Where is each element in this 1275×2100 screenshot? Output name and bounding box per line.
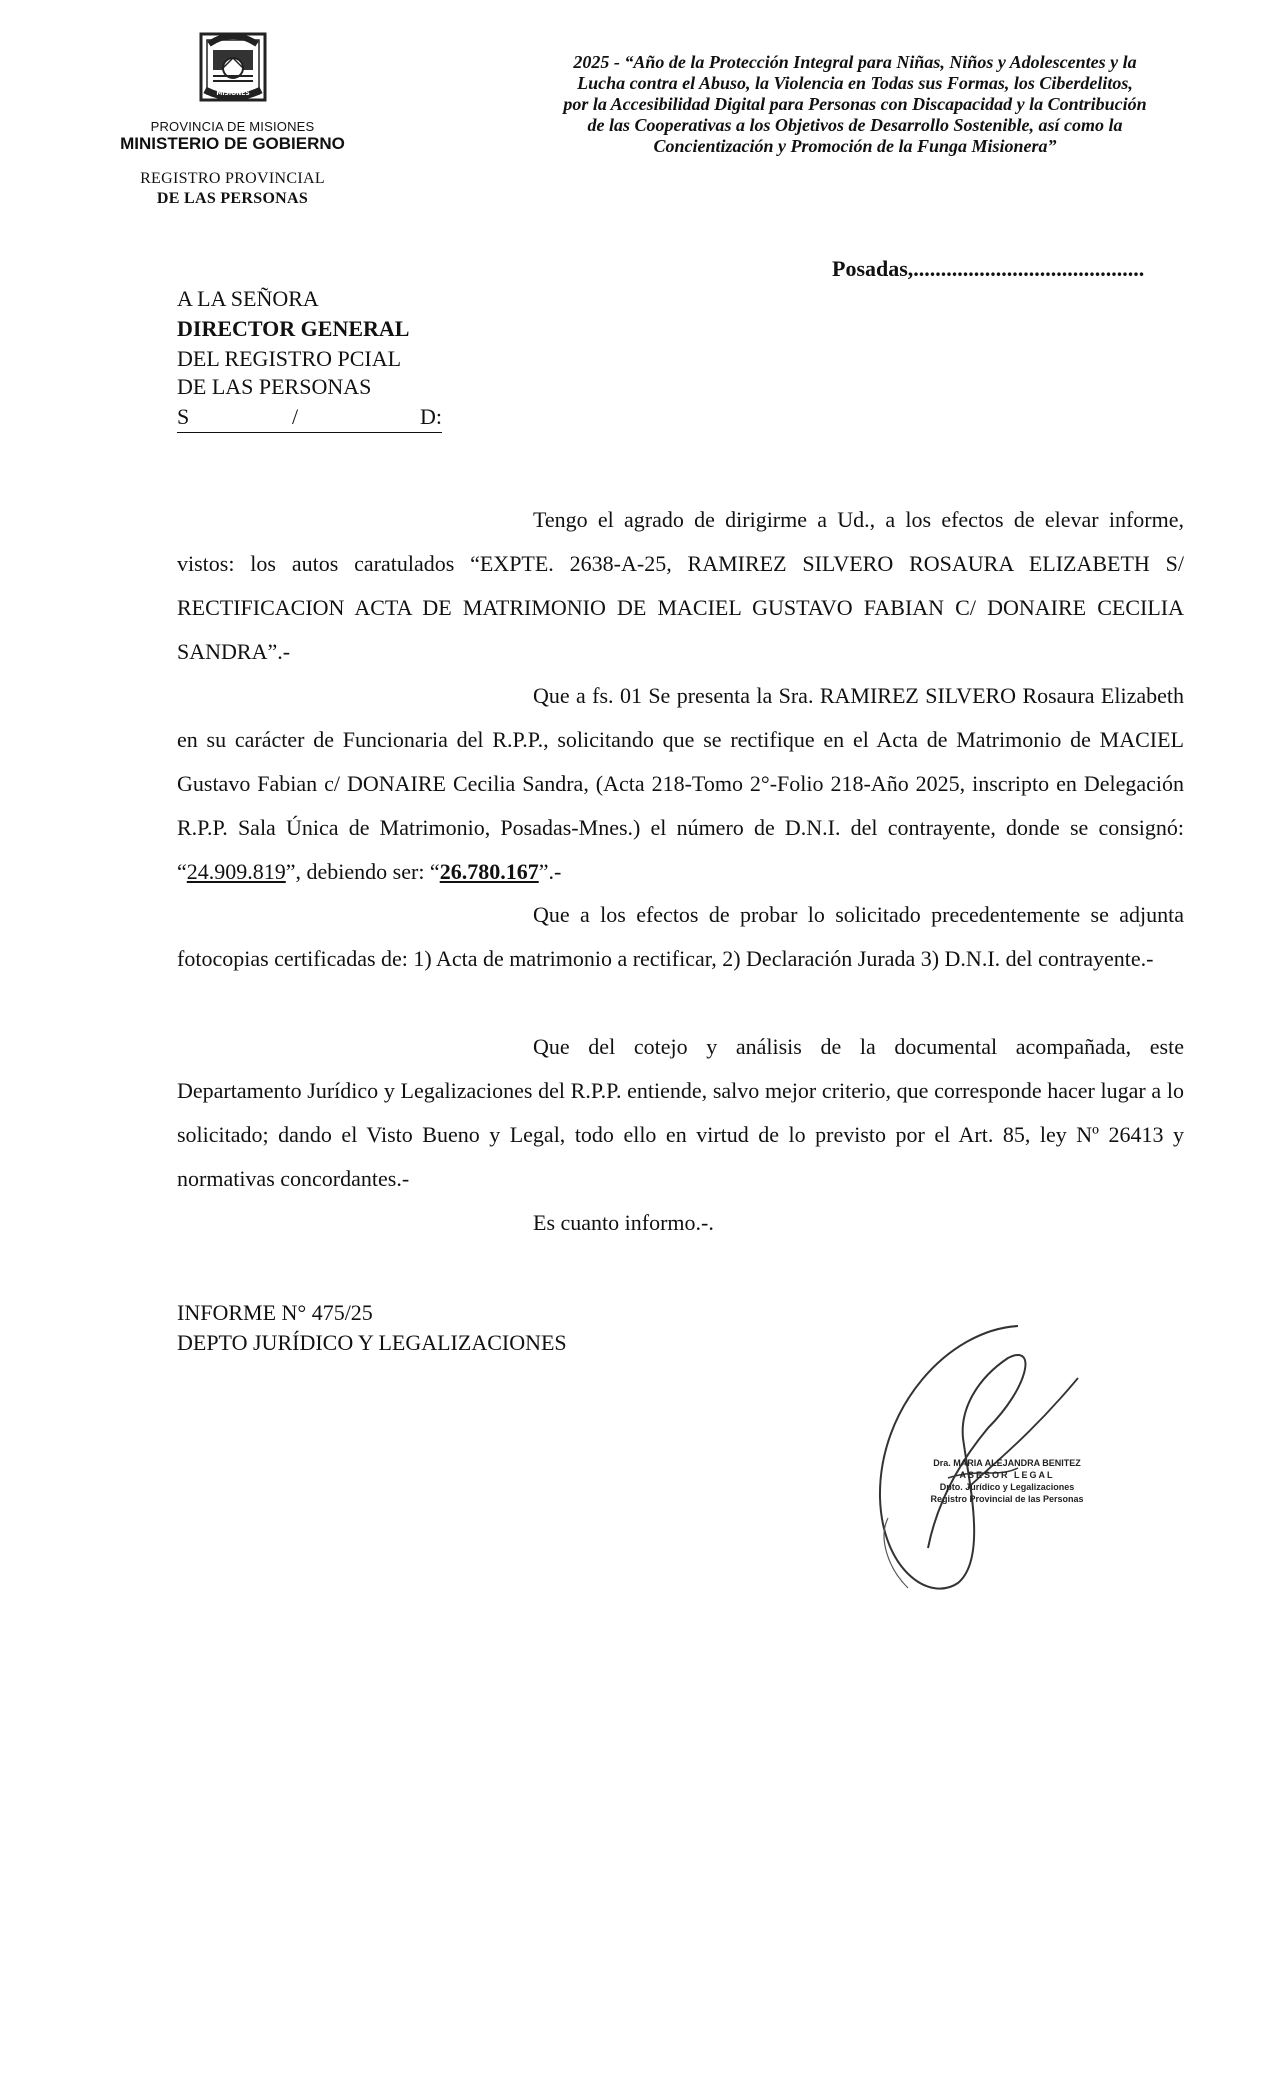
sd-slash: / — [292, 404, 299, 429]
motto-line: de las Cooperativas a los Objetivos de Desarrollo Sostenible, así como la — [587, 115, 1123, 135]
stamp-department: Dpto. Jurídico y Legalizaciones — [939, 1482, 1075, 1492]
body-paragraph-4: Que del cotejo y análisis de la documental acompañada, este Departamento Jurídico y Legalizaciones del R.P.P. entiende, salvo mejor criterio, que corresponde hacer lugar a lo solicitado; dando el Visto Bueno y Legal, todo ello en virtud de lo previsto por el Art. 85, ley Nº 26413 y normativas concordantes.- — [177, 1034, 1184, 1191]
paragraph-2-text: ”, debiendo ser: “ — [285, 859, 440, 884]
svg-text:MISIONES: MISIONES — [216, 90, 250, 97]
province-crest-seal — [183, 24, 283, 114]
department-name: DEPTO JURÍDICO Y LEGALIZACIONES — [177, 1330, 567, 1355]
motto-line: Concientización y Promoción de la Funga Misionera” — [653, 136, 1057, 156]
body-paragraph-3: Que a los efectos de probar lo solicitado precedentemente se adjunta fotocopias certificadas de: 1) Acta de matrimonio a rectificar, 2) Declaración Jurada 3) D.N.I. del contrayente.- — [177, 902, 1184, 971]
sd-line — [177, 404, 442, 433]
paragraph-2-text: ”.- — [538, 859, 562, 884]
sd-d: D: — [420, 404, 442, 429]
stamp-name: Dra. MARIA ALEJANDRA BENITEZ — [933, 1458, 1081, 1468]
stamp-title: ASESOR LEGAL — [959, 1470, 1055, 1480]
report-number: INFORME N° 475/25 — [177, 1300, 373, 1325]
paragraph-2-text: Que a fs. 01 Se presenta la Sra. RAMIREZ SILVERO Rosaura Elizabeth en su carácter de Funcionaria del R.P.P., solicitando que se rectifique en el Acta de Matrimonio de MACIEL Gustavo Fabian c/ DONAIRE Cecilia Sandra, (Acta 218-Tomo 2°-Folio 218-Año 2025, inscripto en Delegación R.P.P. Sala Única de Matrimonio, Posadas-Mnes.) el número de D.N.I. del contrayente, donde se consignó: “ — [177, 683, 1184, 884]
addressee-line4: DE LAS PERSONAS — [177, 374, 372, 399]
motto-line: 2025 - “Año de la Protección Integral para Niñas, Niños y Adolescentes y la — [573, 52, 1137, 72]
stamp-registry: Registro Provincial de las Personas — [930, 1494, 1084, 1504]
addressee-title: DIRECTOR GENERAL — [177, 316, 410, 341]
place-date-line: Posadas,.......................................... — [832, 256, 1145, 281]
wrong-dni-number: 24.909.819 — [186, 859, 286, 884]
letterhead-province: PROVINCIA DE MISIONES — [150, 119, 315, 134]
correct-dni-number: 26.780.167 — [439, 859, 539, 884]
addressee-line1: A LA SEÑORA — [177, 286, 319, 311]
motto-line: por la Accesibilidad Digital para Personas con Discapacidad y la Contribución — [563, 94, 1147, 114]
body-paragraph-5: Es cuanto informo.-. — [533, 1210, 714, 1235]
year-motto — [470, 52, 1240, 157]
letterhead-registry-line1: REGISTRO PROVINCIAL — [140, 170, 325, 187]
body-paragraph-1: Tengo el agrado de dirigirme a Ud., a los efectos de elevar informe, vistos: los autos caratulados “EXPTE. 2638-A-25, RAMIREZ SILVERO ROSAURA ELIZABETH S/ RECTIFICACION ACTA DE MATRIMONIO DE MACIEL GUSTAVO FABIAN C/ DONAIRE CECILIA SANDRA”.- — [177, 507, 1184, 664]
sd-s: S — [177, 404, 190, 429]
signature-stamp — [922, 1457, 1092, 1505]
letterhead-ministry: MINISTERIO DE GOBIERNO — [120, 134, 345, 153]
body-paragraph-2 — [177, 674, 1184, 894]
letterhead-registry-line2: DE LAS PERSONAS — [156, 190, 309, 207]
addressee-line3: DEL REGISTRO PCIAL — [177, 346, 402, 371]
motto-line: Lucha contra el Abuso, la Violencia en Todas sus Formas, los Ciberdelitos, — [577, 73, 1133, 93]
